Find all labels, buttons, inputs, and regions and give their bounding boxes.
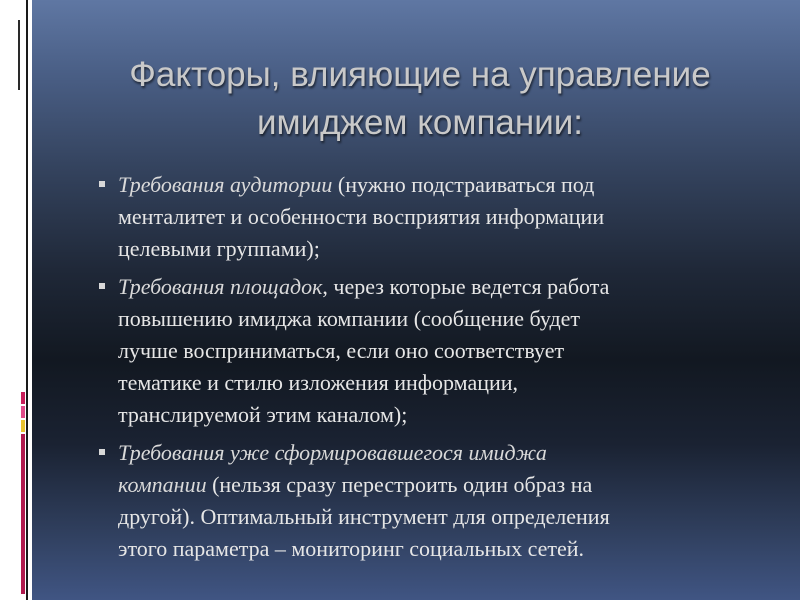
bullet-3-line-2 xyxy=(118,472,592,498)
bullet-text: (нужно подстраиваться под xyxy=(332,172,595,197)
bullet-text: повышению имиджа компании (сообщение будет xyxy=(118,306,581,331)
bullet-1-line-2 xyxy=(118,204,604,230)
bullet-marker xyxy=(99,449,105,455)
bullet-3-line-4 xyxy=(118,536,584,562)
bullet-text: другой). Оптимальный инструмент для определения xyxy=(118,504,610,529)
decor-stripe xyxy=(21,420,25,432)
slide-title-line-1: Факторы, влияющие на управление xyxy=(129,55,711,94)
decor-stripe xyxy=(21,434,25,594)
bullet-text: лучше восприниматься, если оно соответствует xyxy=(118,338,565,363)
bullet-text: , через которые ведется работа xyxy=(322,274,610,299)
bullet-2-line-2 xyxy=(118,306,580,332)
decor-stripe xyxy=(21,406,25,418)
bullet-1-line-1 xyxy=(118,172,594,198)
bullet-3-line-1 xyxy=(118,440,547,466)
bullet-3-line-3 xyxy=(118,504,610,530)
bullet-text: (нельзя сразу перестроить один образ на xyxy=(206,472,593,497)
bullet-2-line-5 xyxy=(118,402,407,428)
bullet-text: целевыми группами); xyxy=(118,236,320,261)
bullet-marker xyxy=(99,181,105,187)
bullet-2-line-3 xyxy=(118,338,564,364)
bullet-text: менталитет и особенности восприятия информации xyxy=(118,204,605,229)
bullet-2-line-1 xyxy=(118,274,609,300)
slide-title-line-2: имиджем компании: xyxy=(256,103,584,142)
bullet-text: этого параметра – мониторинг социальных сетей. xyxy=(118,536,585,561)
bullet-emphasis: Требования уже сформировавшегося имиджа xyxy=(118,440,547,465)
bullet-text: транслируемой этим каналом); xyxy=(118,402,408,427)
bullet-emphasis: Требования аудитории xyxy=(118,172,333,197)
bullet-1-line-3 xyxy=(118,236,320,262)
decor-stripe xyxy=(21,392,25,404)
decor-stripe xyxy=(26,0,28,600)
bullet-marker xyxy=(99,283,105,289)
bullet-text: тематике и стилю изложения информации, xyxy=(118,370,519,395)
bullet-emphasis: Требования площадок xyxy=(118,274,323,299)
bullet-emphasis: компании xyxy=(118,472,207,497)
bullet-2-line-4 xyxy=(118,370,518,396)
